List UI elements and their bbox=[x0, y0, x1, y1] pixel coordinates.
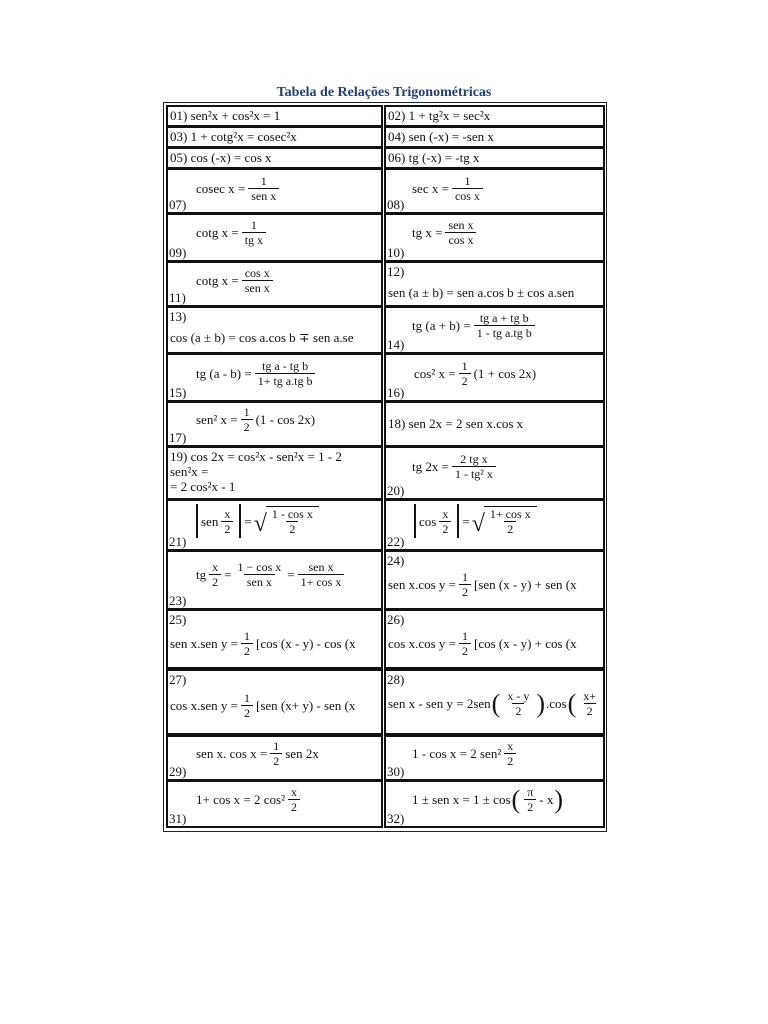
formula-rhs: [cos (x - y) - cos (x bbox=[256, 636, 356, 651]
formula-02 bbox=[384, 105, 605, 127]
right-paren-icon: ) bbox=[536, 688, 545, 718]
denominator: cos x bbox=[452, 188, 483, 203]
formula-20 bbox=[384, 446, 605, 500]
numerator: x bbox=[224, 506, 231, 521]
fraction bbox=[445, 218, 476, 247]
formula-line-1: 19) cos 2x = cos²x - sen²x = 1 - 2 bbox=[170, 449, 342, 464]
formula-number: 16) bbox=[387, 385, 405, 400]
formula-number: 14) bbox=[387, 337, 405, 352]
formula-number: 07) bbox=[169, 197, 187, 212]
formula-lhs: cos x.cos y = bbox=[388, 636, 456, 651]
formula-number: 25) bbox=[169, 612, 187, 627]
formula-lhs: tg x = bbox=[412, 225, 443, 240]
formula-17 bbox=[166, 401, 383, 447]
formula-15 bbox=[166, 353, 383, 402]
denominator: 1 - tg² x bbox=[452, 466, 496, 481]
left-paren-icon: ( bbox=[491, 688, 501, 718]
formula-number: 17) bbox=[169, 430, 187, 445]
fraction bbox=[452, 174, 483, 203]
denominator: 2 bbox=[504, 521, 516, 536]
formula-26 bbox=[384, 609, 605, 669]
formula-28 bbox=[384, 669, 605, 735]
equals-sign: = bbox=[287, 567, 295, 582]
fraction bbox=[241, 405, 253, 434]
numerator: x bbox=[212, 560, 219, 574]
formula-lhs: cotg x = bbox=[196, 273, 239, 288]
denominator: 2 bbox=[241, 705, 253, 720]
equals-sign: = bbox=[244, 513, 252, 529]
numerator: 1 bbox=[244, 691, 250, 705]
numerator: x bbox=[507, 739, 514, 753]
left-paren-icon: ( bbox=[511, 784, 521, 814]
formula-rhs: (1 - cos 2x) bbox=[255, 412, 316, 427]
denominator: sen x bbox=[248, 188, 279, 203]
numerator: 1+ cos x bbox=[489, 507, 531, 521]
formula-number: 21) bbox=[169, 534, 187, 549]
formula-number: 30) bbox=[387, 764, 405, 779]
numerator: π bbox=[527, 785, 534, 799]
denominator: 2 bbox=[584, 703, 596, 718]
formula-14 bbox=[384, 306, 605, 354]
numerator: 1 − cos x bbox=[237, 560, 282, 574]
formula-text: 04) sen (-x) = -sen x bbox=[388, 129, 494, 144]
formula-number: 13) bbox=[169, 309, 187, 324]
denominator: 2 bbox=[439, 521, 451, 536]
formula-text: 01) sen²x + cos²x = 1 bbox=[170, 108, 281, 123]
numerator: 1 bbox=[250, 218, 257, 232]
fraction bbox=[221, 507, 233, 536]
formula-13 bbox=[166, 306, 383, 354]
formula-number: 22) bbox=[387, 534, 405, 549]
fraction bbox=[241, 629, 253, 658]
formula-25 bbox=[166, 609, 383, 669]
formula-rhs: [sen (x - y) + sen (x bbox=[474, 577, 577, 592]
denominator: 2 bbox=[512, 703, 524, 718]
formula-32 bbox=[384, 780, 605, 828]
formula-line-3: = 2 cos²x - 1 bbox=[170, 479, 236, 494]
formula-lhs: tg (a - b) = bbox=[196, 366, 252, 381]
fraction bbox=[209, 560, 221, 589]
denominator: sen x bbox=[244, 574, 275, 589]
fraction bbox=[270, 739, 282, 768]
formula-01 bbox=[166, 105, 383, 127]
formula-rhs: [cos (x - y) + cos (x bbox=[474, 636, 577, 651]
formula-12 bbox=[384, 261, 605, 307]
absolute-value bbox=[414, 504, 459, 538]
formula-lhs: cos x.sen y = bbox=[170, 698, 238, 713]
fraction bbox=[504, 689, 532, 718]
formula-lhs: sen x.sen y = bbox=[170, 636, 238, 651]
fraction bbox=[298, 560, 345, 589]
formula-number: 31) bbox=[169, 811, 187, 826]
fraction bbox=[459, 570, 471, 599]
fraction bbox=[248, 174, 279, 203]
formula-text: 06) tg (-x) = -tg x bbox=[388, 150, 480, 165]
numerator: cos x bbox=[244, 266, 270, 280]
denominator: 2 bbox=[504, 753, 516, 768]
formula-number: 10) bbox=[387, 245, 405, 260]
formula-rhs: (1 + cos 2x) bbox=[473, 366, 537, 381]
fraction bbox=[487, 507, 534, 536]
numerator: 1 bbox=[273, 739, 280, 753]
numerator: 1 bbox=[260, 174, 267, 188]
formula-lhs: sen x. cos x = bbox=[196, 746, 268, 761]
formula-16 bbox=[384, 353, 605, 402]
formula-lhs: cos² x = bbox=[414, 366, 456, 381]
fraction bbox=[234, 560, 284, 589]
formula-03 bbox=[166, 126, 383, 148]
formula-19 bbox=[166, 446, 383, 500]
square-root bbox=[472, 506, 537, 536]
numerator: 1 bbox=[462, 570, 468, 584]
formula-24 bbox=[384, 550, 605, 610]
denominator: 1+ cos x bbox=[298, 574, 345, 589]
left-paren-icon: ( bbox=[567, 688, 577, 718]
numerator: x+ bbox=[583, 689, 597, 703]
square-root bbox=[254, 506, 319, 536]
formula-lhs: sec x = bbox=[412, 181, 449, 196]
fraction bbox=[524, 785, 536, 814]
denominator: tg x bbox=[242, 232, 266, 247]
formula-text: 03) 1 + cotg²x = cosec²x bbox=[170, 129, 297, 144]
radical-sign-icon: √ bbox=[253, 511, 267, 537]
formula-text: 05) cos (-x) = cos x bbox=[170, 150, 272, 165]
fraction bbox=[580, 689, 599, 718]
formula-11 bbox=[166, 261, 383, 307]
fraction bbox=[242, 266, 273, 295]
formula-lhs: cotg x = bbox=[196, 225, 239, 240]
formula-number: 11) bbox=[169, 290, 186, 305]
formula-number: 23) bbox=[169, 593, 187, 608]
formula-text: cos (a ± b) = cos a.cos b ∓ sen a.se bbox=[170, 330, 354, 345]
formula-30 bbox=[384, 735, 605, 781]
fraction bbox=[269, 507, 316, 536]
fraction bbox=[288, 785, 300, 814]
numerator: x - y bbox=[507, 689, 530, 703]
denominator: 2 bbox=[459, 584, 471, 599]
formula-number: 08) bbox=[387, 197, 405, 212]
equals-sign: = bbox=[224, 567, 232, 582]
numerator: 1 bbox=[243, 405, 250, 419]
trig-table bbox=[163, 102, 607, 832]
equals-sign: = bbox=[462, 513, 470, 529]
numerator: 1 bbox=[464, 174, 471, 188]
numerator: 1 bbox=[462, 629, 468, 643]
formula-number: 24) bbox=[387, 553, 405, 568]
formula-rhs: sen 2x bbox=[285, 746, 319, 761]
denominator: 1+ tg a.tg b bbox=[255, 373, 316, 388]
formula-21 bbox=[166, 499, 383, 551]
denominator: 2 bbox=[241, 643, 253, 658]
denominator: 2 bbox=[524, 799, 536, 814]
formula-number: 28) bbox=[387, 672, 405, 687]
formula-04 bbox=[384, 126, 605, 148]
formula-10 bbox=[384, 213, 605, 262]
numerator: x bbox=[442, 506, 449, 521]
fraction bbox=[241, 691, 253, 720]
fraction bbox=[242, 218, 266, 247]
formula-08 bbox=[384, 168, 605, 214]
fraction bbox=[504, 739, 516, 768]
formula-line-2: sen²x = bbox=[170, 464, 209, 479]
formula-rhs: - x bbox=[539, 792, 554, 807]
fraction bbox=[255, 359, 316, 388]
formula-lhs: sen² x = bbox=[196, 412, 238, 427]
function-name: cos bbox=[419, 513, 437, 529]
formula-07 bbox=[166, 168, 383, 214]
radical-sign-icon: √ bbox=[471, 511, 485, 537]
numerator: x bbox=[290, 785, 297, 799]
fraction bbox=[459, 359, 471, 388]
numerator: 2 tg x bbox=[460, 452, 488, 466]
denominator: sen x bbox=[242, 280, 273, 295]
fraction bbox=[439, 507, 451, 536]
numerator: sen x bbox=[448, 218, 474, 232]
formula-lhs: cosec x = bbox=[196, 181, 246, 196]
formula-number: 15) bbox=[169, 385, 187, 400]
numerator: 1 - cos x bbox=[271, 507, 313, 521]
denominator: 2 bbox=[221, 521, 233, 536]
fraction bbox=[459, 629, 471, 658]
denominator: 2 bbox=[459, 373, 471, 388]
formula-18 bbox=[384, 401, 605, 447]
denominator: 2 bbox=[286, 521, 298, 536]
formula-number: 27) bbox=[169, 672, 187, 687]
formula-05 bbox=[166, 147, 383, 169]
formula-number: 26) bbox=[387, 612, 405, 627]
formula-06 bbox=[384, 147, 605, 169]
numerator: tg a - tg b bbox=[262, 359, 309, 373]
formula-27 bbox=[166, 669, 383, 735]
numerator: tg a + tg b bbox=[479, 311, 529, 325]
formula-rhs: [sen (x+ y) - sen (x bbox=[256, 698, 356, 713]
denominator: 2 bbox=[459, 643, 471, 658]
formula-22 bbox=[384, 499, 605, 551]
formula-lhs: tg 2x = bbox=[412, 459, 449, 474]
right-paren-icon: ) bbox=[554, 784, 564, 814]
function-name: tg bbox=[196, 567, 207, 582]
formula-23 bbox=[166, 550, 383, 610]
formula-lhs: 1 ± sen x = 1 ± cos bbox=[412, 792, 511, 807]
fraction bbox=[452, 452, 496, 481]
formula-09 bbox=[166, 213, 383, 262]
formula-number: 20) bbox=[387, 483, 405, 498]
numerator: 1 bbox=[461, 359, 468, 373]
formula-text: 18) sen 2x = 2 sen x.cos x bbox=[388, 416, 524, 431]
formula-31 bbox=[166, 780, 383, 828]
formula-lhs: 1 - cos x = 2 sen² bbox=[412, 746, 502, 761]
denominator: cos x bbox=[445, 232, 476, 247]
formula-mid: .cos bbox=[546, 696, 567, 711]
function-name: sen bbox=[201, 513, 219, 529]
denominator: 2 bbox=[288, 799, 300, 814]
formula-lhs: tg (a + b) = bbox=[412, 318, 471, 333]
formula-lhs: sen x - sen y = 2sen bbox=[388, 696, 491, 711]
formula-number: 29) bbox=[169, 764, 187, 779]
formula-text: sen (a ± b) = sen a.cos b ± cos a.sen bbox=[388, 285, 575, 300]
denominator: 2 bbox=[241, 419, 253, 434]
fraction bbox=[474, 311, 535, 340]
formula-text: 02) 1 + tg²x = sec²x bbox=[388, 108, 491, 123]
formula-number: 12) bbox=[387, 264, 405, 279]
denominator: 2 bbox=[209, 574, 221, 589]
formula-lhs: 1+ cos x = 2 cos² bbox=[196, 792, 285, 807]
absolute-value bbox=[196, 504, 241, 538]
numerator: sen x bbox=[308, 560, 334, 574]
denominator: 2 bbox=[270, 753, 282, 768]
formula-number: 09) bbox=[169, 245, 187, 260]
numerator: 1 bbox=[244, 629, 250, 643]
formula-lhs: sen x.cos y = bbox=[388, 577, 456, 592]
formula-number: 32) bbox=[387, 811, 405, 826]
page-title: Tabela de Relações Trigonométricas bbox=[276, 85, 492, 100]
formula-29 bbox=[166, 735, 383, 781]
denominator: 1 - tg a.tg b bbox=[474, 325, 535, 340]
